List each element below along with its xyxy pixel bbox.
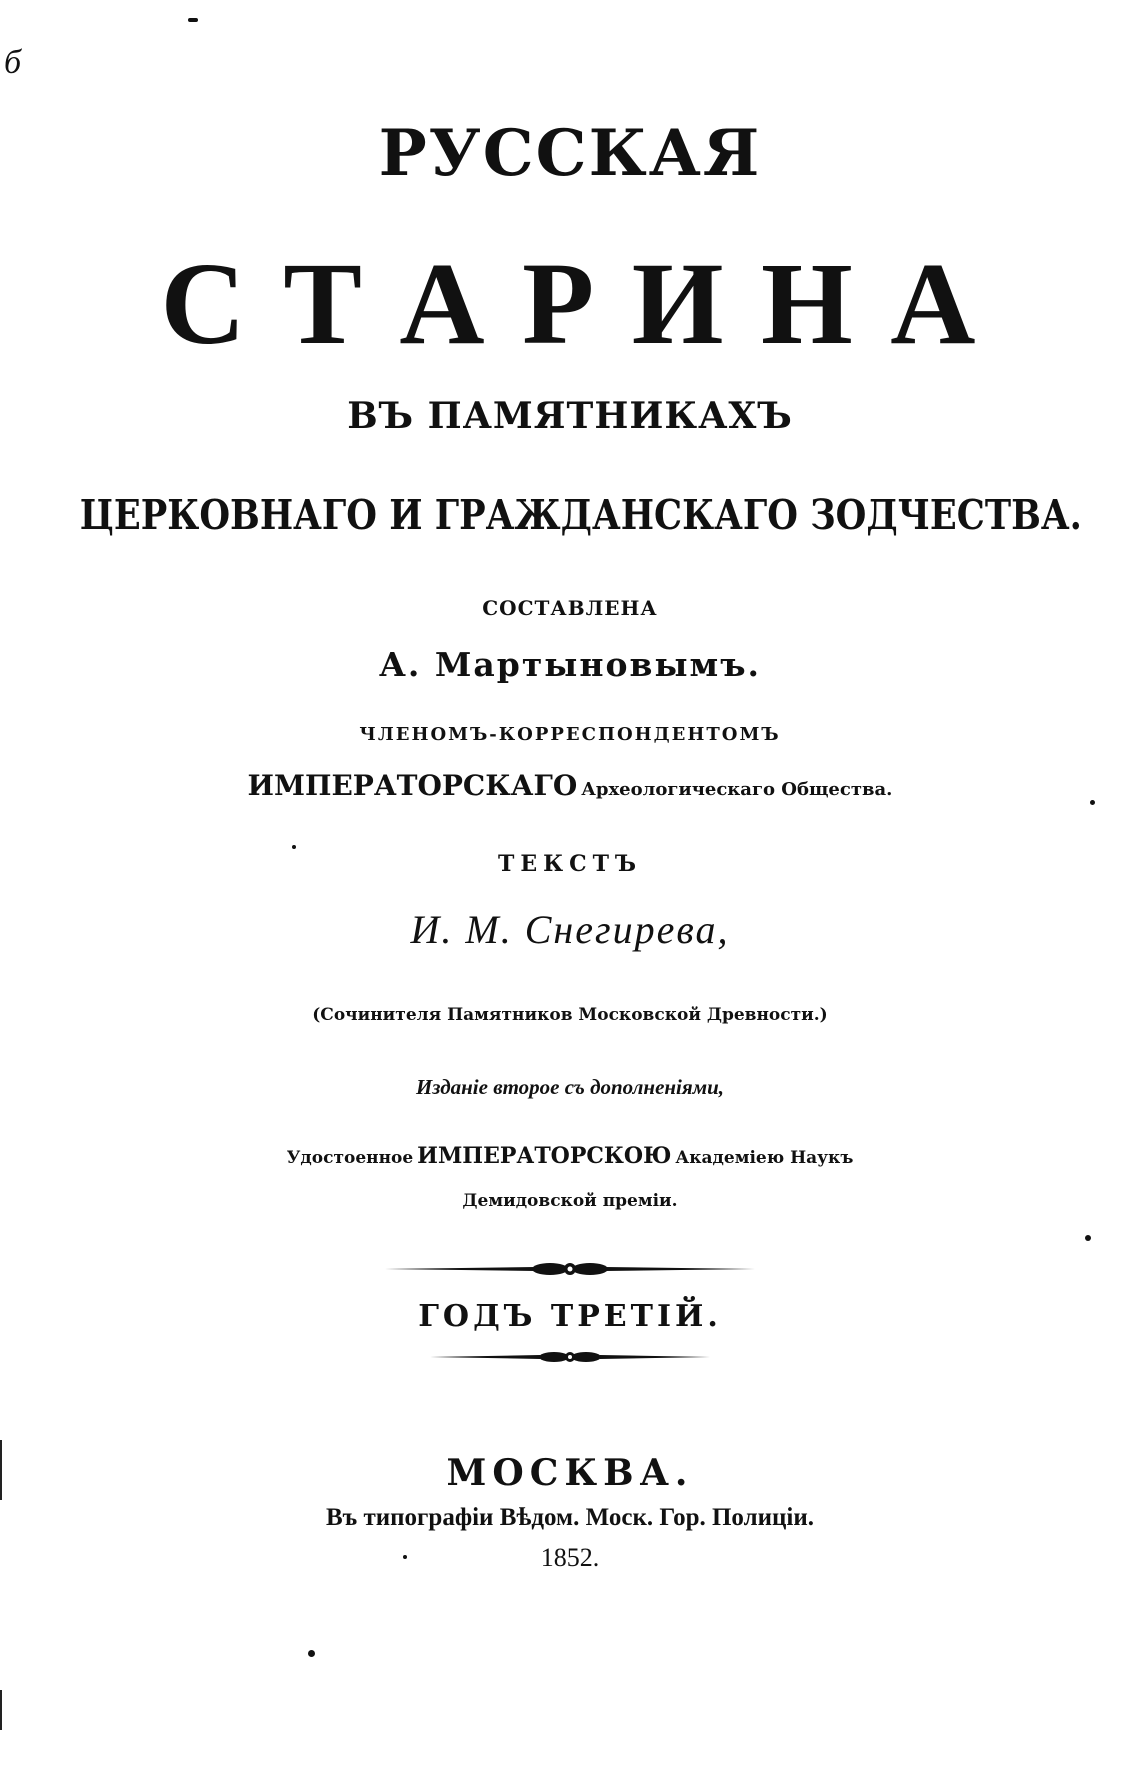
author-role: ЧЛЕНОМЪ-КОРРЕСПОНДЕНТОМЪ — [359, 724, 781, 745]
subtitle-pamyatnikakh: ВЪ ПАМЯТНИКАХЪ — [347, 395, 793, 437]
scan-speck — [188, 18, 198, 22]
society-caps: ИМПЕРАТОРСКАГО — [247, 769, 578, 802]
award-line-2: Демидовской преміи. — [462, 1191, 678, 1211]
compiled-by-label: СОСТАВЛЕНА — [482, 596, 658, 620]
society-line — [0, 769, 1140, 802]
scan-speck — [403, 1555, 407, 1559]
society-rest: Археологическаго Общества. — [581, 779, 893, 800]
publication-year: 1852. — [540, 1543, 600, 1572]
scan-speck — [1090, 800, 1095, 805]
scan-speck — [292, 845, 296, 849]
margin-handwritten-note: б — [4, 44, 22, 81]
title-russkaya: РУССКАЯ — [378, 116, 762, 191]
ornamental-rule-bottom — [0, 1344, 1140, 1370]
award-text-b: Академіею Наукъ — [675, 1148, 854, 1168]
ornamental-rule-top — [0, 1256, 1140, 1282]
edition-note: Изданіе второе съ дополненіями, — [415, 1075, 725, 1099]
scan-speck — [1085, 1235, 1091, 1241]
text-label: ТЕКСТЪ — [497, 851, 643, 877]
award-line-1 — [0, 1145, 1140, 1167]
subtitle-zodchestva: ЦЕРКОВНАГО И ГРАЖДАНСКАГО ЗОДЧЕСТВА. — [79, 491, 1082, 539]
scan-edge-mark — [0, 1690, 2, 1730]
year-label: ГОДЪ ТРЕТІЙ. — [418, 1299, 722, 1334]
title-starina: С Т А Р И Н А — [160, 238, 980, 369]
scan-speck — [308, 1650, 315, 1657]
text-author-note: (Сочинителя Памятников Московской Древности.) — [312, 1005, 828, 1025]
printer: Въ типографіи Вѣдом. Моск. Гор. Полиціи. — [325, 1504, 815, 1531]
award-text-a: Удостоенное — [286, 1148, 414, 1168]
author-name: А. Мартыновымъ. — [378, 645, 761, 684]
city: МОСКВА. — [446, 1452, 694, 1494]
award-caps: ИМПЕРАТОРСКОЮ — [417, 1143, 672, 1169]
text-author: И. М. Снегирева, — [410, 907, 730, 952]
